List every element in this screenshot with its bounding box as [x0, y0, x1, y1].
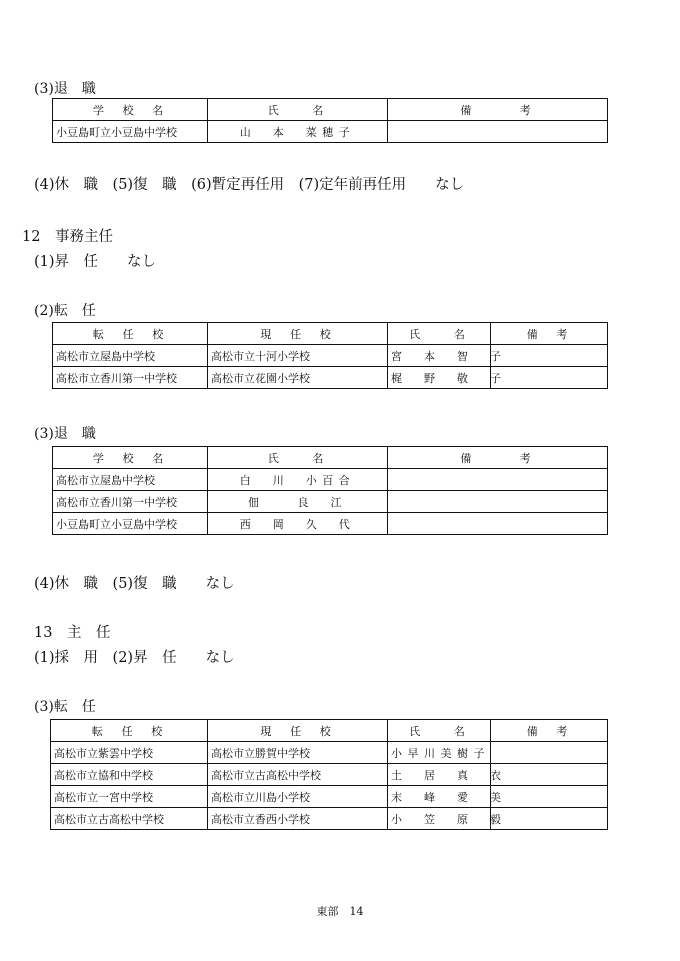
header-to-school: 転 任 校 [51, 720, 208, 742]
header-remarks: 備 考 [388, 99, 608, 121]
table-row [53, 491, 608, 513]
header-name: 氏 名 [208, 447, 388, 469]
cell-school: 高松市立香川第一中学校 [53, 491, 208, 513]
transfer-heading-13: (3)転 任 [34, 699, 96, 715]
section-heading-13: 13 主 任 [34, 625, 111, 641]
header-to-school: 転 任 校 [53, 323, 208, 345]
cell-to-school: 高松市立協和中学校 [51, 764, 208, 786]
table-row [51, 764, 608, 786]
table-header-row [51, 720, 608, 742]
cell-current-school: 高松市立川島小学校 [208, 786, 388, 808]
cell-remarks [491, 367, 608, 389]
cell-current-school: 高松市立香西小学校 [208, 808, 388, 830]
cell-current-school: 高松市立勝賀中学校 [208, 742, 388, 764]
table-row [51, 808, 608, 830]
transfer-table-12 [52, 322, 608, 389]
cell-remarks [491, 808, 608, 830]
cell-remarks [491, 764, 608, 786]
header-remarks: 備 考 [388, 447, 608, 469]
cell-remarks [491, 742, 608, 764]
table-row [53, 345, 608, 367]
cell-name: 白 川 小百合 [208, 469, 388, 491]
header-name: 氏 名 [388, 720, 491, 742]
cell-name: 小 笠 原 毅 [388, 808, 491, 830]
table-header-row [53, 99, 608, 121]
table-row [53, 367, 608, 389]
cell-name: 末 峰 愛 美 [388, 786, 491, 808]
table-header-row [53, 323, 608, 345]
header-current-school: 現 任 校 [208, 323, 388, 345]
cell-remarks [491, 345, 608, 367]
table-header-row [53, 447, 608, 469]
cell-to-school: 高松市立香川第一中学校 [53, 367, 208, 389]
header-current-school: 現 任 校 [208, 720, 388, 742]
table-row [51, 786, 608, 808]
cell-to-school: 高松市立屋島中学校 [53, 345, 208, 367]
cell-name: 土 居 真 衣 [388, 764, 491, 786]
cell-name: 小早川美樹子 [388, 742, 491, 764]
cell-current-school: 高松市立花園小学校 [208, 367, 388, 389]
cell-to-school: 高松市立古高松中学校 [51, 808, 208, 830]
cell-school: 小豆島町立小豆島中学校 [53, 513, 208, 535]
cell-remarks [388, 491, 608, 513]
transfer-heading-12: (2)転 任 [34, 303, 96, 319]
other-status-line-11: (4)休 職 (5)復 職 (6)暫定再任用 (7)定年前再任用 なし [34, 177, 465, 193]
cell-name: 宮 本 智 子 [388, 345, 491, 367]
section-heading-12: 12 事務主任 [22, 229, 113, 245]
retire-table-11 [52, 98, 608, 143]
promote-line-12: (1)昇 任 なし [34, 254, 157, 270]
cell-remarks [388, 469, 608, 491]
other-status-line-12: (4)休 職 (5)復 職 なし [34, 576, 235, 592]
cell-remarks [388, 121, 608, 143]
cell-to-school: 高松市立紫雲中学校 [51, 742, 208, 764]
cell-name: 佃 良 江 [208, 491, 388, 513]
retire-table-12 [52, 446, 608, 535]
header-school: 学 校 名 [53, 447, 208, 469]
table-row [53, 121, 608, 143]
table-row [53, 513, 608, 535]
cell-name: 西 岡 久 代 [208, 513, 388, 535]
cell-school: 高松市立屋島中学校 [53, 469, 208, 491]
cell-name: 梶 野 敬 子 [388, 367, 491, 389]
cell-remarks [388, 513, 608, 535]
cell-current-school: 高松市立十河小学校 [208, 345, 388, 367]
cell-current-school: 高松市立古高松中学校 [208, 764, 388, 786]
hire-line-13: (1)採 用 (2)昇 任 なし [34, 650, 235, 666]
header-name: 氏 名 [388, 323, 491, 345]
cell-name: 山 本 菜穂子 [208, 121, 388, 143]
retire-heading-11: (3)退 職 [34, 81, 96, 97]
retire-heading-12: (3)退 職 [34, 426, 96, 442]
table-row [51, 742, 608, 764]
cell-school: 小豆島町立小豆島中学校 [53, 121, 208, 143]
cell-to-school: 高松市立一宮中学校 [51, 786, 208, 808]
header-remarks: 備 考 [491, 720, 608, 742]
header-school: 学 校 名 [53, 99, 208, 121]
header-remarks: 備 考 [491, 323, 608, 345]
cell-remarks [491, 786, 608, 808]
transfer-table-13 [50, 719, 608, 830]
page-footer: 東部 14 [316, 905, 364, 918]
table-row [53, 469, 608, 491]
header-name: 氏 名 [208, 99, 388, 121]
